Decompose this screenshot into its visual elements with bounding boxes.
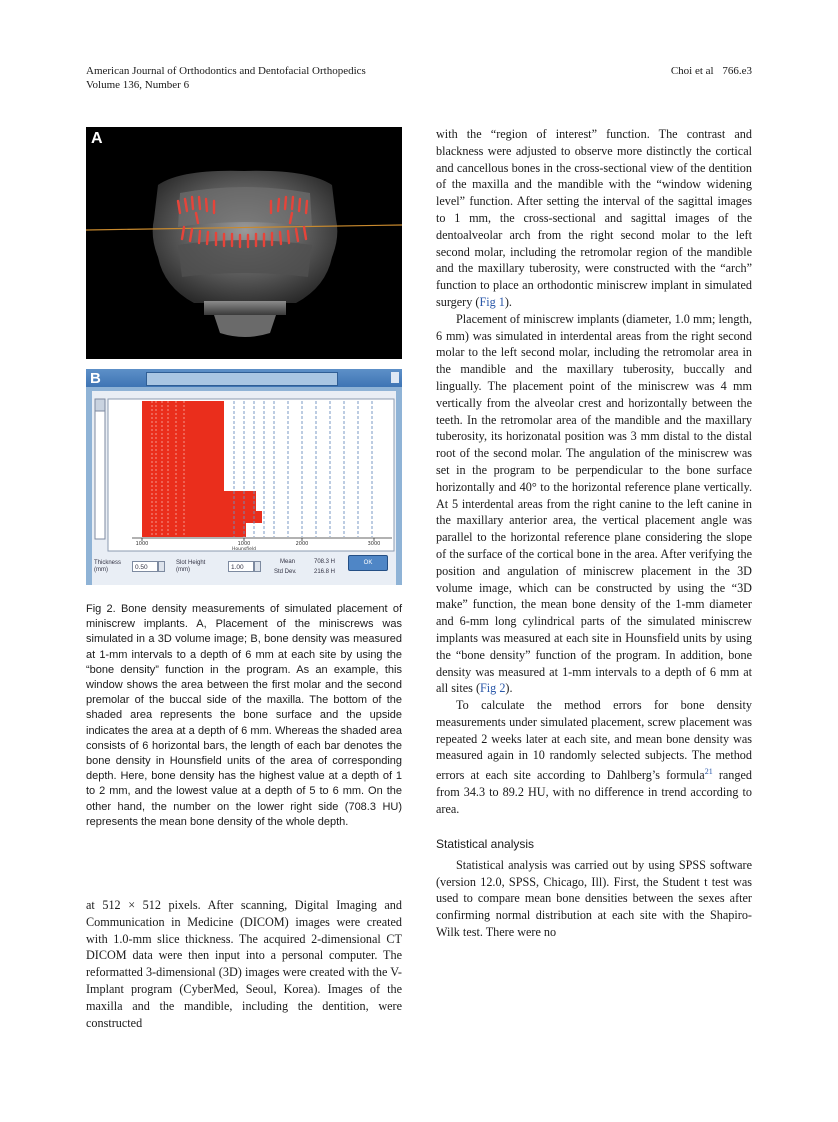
section-heading-statistical-analysis: Statistical analysis <box>436 836 535 851</box>
authors: Choi et al <box>670 65 714 77</box>
slot-height-input[interactable]: 1.00 <box>228 561 254 572</box>
window-titlebar <box>86 369 402 387</box>
ok-button[interactable]: OK <box>348 555 388 571</box>
bone-density-window <box>92 391 396 585</box>
page-number: 766.e3 <box>722 65 752 77</box>
running-header-right <box>665 64 752 78</box>
window-control[interactable] <box>391 372 399 383</box>
running-header-left <box>86 64 366 92</box>
figure-caption: Fig 2. Bone density measurements of simulated placement of miniscrew implants. A, Placement of the miniscrews was simulated in a 3D volume image; B, bone density was measured at 1-mm intervals to a depth of 6 mm at each site by using the “bone density” function in the program. As an example, this window shows the area between the first molar and the second premolar of the buccal side of the maxilla. The bottom of the shaded area represents the bone surface and the upside indicates the area at a depth of 6 mm. Whereas the shaded area consists of 6 horizontal bars, the length of each bar denotes the bone density in Hounsfield units of the area of corresponding depth. Here, bone density has the highest value at a depth of 1 to 2 mm, and the lowest value at a depth of 5 to 6 mm. On the other hand, the number on the lower right side (708.3 HU) represents the mean bone density of the whole depth. <box>86 603 402 828</box>
slot-height-label: Slot Height (mm) <box>176 560 206 573</box>
x-axis-label: Hounsfield <box>232 547 256 552</box>
volume-render-image <box>86 127 402 359</box>
left-column-text <box>86 897 402 1031</box>
stddev-value: 216.8 H <box>314 569 336 575</box>
thickness-input[interactable]: 0.50 <box>132 561 158 572</box>
figure-panel-a <box>86 127 402 359</box>
figure-panel-b <box>86 369 402 585</box>
x-tick-1: 1000 <box>237 541 251 547</box>
citation-21[interactable]: 21 <box>704 767 713 777</box>
panel-b-label: B <box>90 370 101 387</box>
paragraph-4: Statistical analysis was carried out by using SPSS software (version 12.0, SPSS, Chicago, Ill). First, the Student t test was used to compare mean bone densities between the sexes after confirming normal distribution at each site with the Shapiro-Wilk test. There were no <box>436 857 752 939</box>
paragraph-2: Placement of miniscrew implants (diameter, 1.0 mm; length, 6 mm) was simulated in interdental areas from the right second molar to the left second molar, including the retromolar area in the mandible and the maxillary tuberosity, buccally and lingually. The placement point of the miniscrew was 4 mm vertically from the alveolar crest and horizontally between the teeth. In the retromolar area of the mandible and the maxillary tuberosity, its horizonatal position was 3 mm distal to the distal root of the second molar. The angulation of the miniscrew was set in the program to be perpendicular to the bone surface horizontally and 40° to the horizontal reference plane vertically. At 5 interdental areas from the right canine to the left canine in the maxillary anterior area, the vertical placement angle was parallel to the horizontal reference plane considering the slope of the surface of the cortical bone in the area. After verifying the position and angulation of miniscrew placement in the 3D volume image, which can be constructed by using the “3D make” function, the mean bone density of the 1-mm diameter and 6-mm long cylindrical parts of the simulated miniscrew implants was measured at each site in Hounsfield units by using the “bone density” function of the program. In addition, bone density was measured at 1-mm intervals to a depth of 6 mm at all sites (Fig 2). <box>436 311 752 696</box>
stddev-label: Std Dev. <box>274 569 297 575</box>
thickness-label: Thickness (mm) <box>94 560 122 573</box>
right-column-text <box>436 126 752 941</box>
paragraph-3: To calculate the method errors for bone density measurements under simulated placement, screw placement was repeated 2 weeks later at each site, and mean bone density was measured again in 10 randomly selected subjects. The method errors at each site according to Dahlberg’s formula$^{21}$ ranged from 34.3 to 89.2 HU, with no difference in trend according to area. <box>436 698 752 816</box>
journal-volume: Volume 136, Number 6 <box>86 79 190 91</box>
title-scroll <box>146 372 338 386</box>
journal-title: American Journal of Orthodontics and Dentofacial Orthopedics <box>86 65 366 77</box>
left-paragraph: at 512 × 512 pixels. After scanning, Digital Imaging and Communication in Medicine (DICOM) images were created with 1.0-mm slice thickness. The acquired 2-dimensional CT DICOM data were then input into a personal computer. The reformatted 3-dimensional (3D) images were created with the V-Implant program (CyberMed, Seoul, Korea). Images of the maxilla and the mandible, including the dentition, were constructed <box>86 898 402 1030</box>
x-tick-3: 3000 <box>367 541 381 547</box>
paragraph-1: with the “region of interest” function. The contrast and blackness were adjusted to observe more distinctly the cortical and cancellous bones in the cross-sectional view of the dentition of the maxilla and the mandible with the “window widening level” function. After setting the interval of the sagittal images to 1 mm, the cross-sectional and sagittal images of the dentoalveolar arch from the right second molar to the left second molar, including the retromolar region of the mandible and the maxillary tuberosity, were constructed with the “arch” function to place an orthodontic miniscrew implant in simulated surgery (Fig 1). <box>436 127 752 309</box>
x-tick-2: 2000 <box>295 541 309 547</box>
fig1-reference-link[interactable]: Fig 1 <box>479 294 505 309</box>
slot-height-stepper[interactable] <box>254 561 261 572</box>
thickness-stepper[interactable] <box>158 561 165 572</box>
panel-a-label: A <box>91 130 103 147</box>
mean-value: 708.3 H <box>314 559 336 565</box>
fig2-reference-link[interactable]: Fig 2 <box>480 681 506 696</box>
mean-label: Mean <box>280 559 296 565</box>
x-tick-0: 1000 <box>135 541 149 547</box>
